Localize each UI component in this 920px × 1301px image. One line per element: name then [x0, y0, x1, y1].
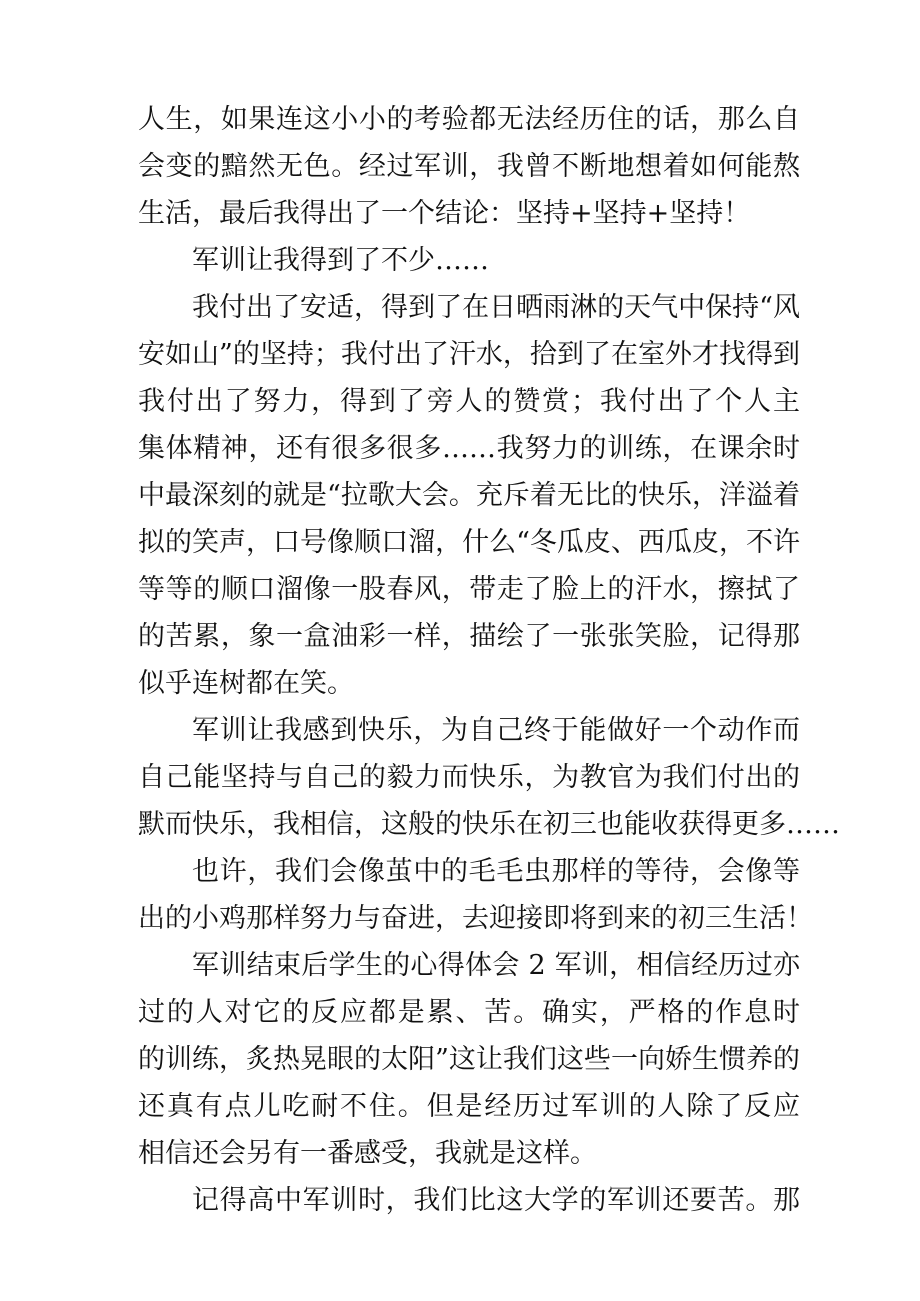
text-line: 中最深刻的就是“拉歌大会。充斥着无比的快乐，洋溢着 [138, 480, 800, 511]
text-line: 过的人对它的反应都是累、苦。确实，严格的作息时 [138, 997, 800, 1028]
text-line: 安如山”的坚持；我付出了汗水，拾到了在室外才找得到 [138, 339, 800, 370]
text-line: 集体精神，还有很多很多……我努力的训练，在课余时 [138, 433, 800, 464]
document-body [138, 96, 840, 1224]
paragraph [138, 1177, 800, 1224]
text-line: 出的小鸡那样努力与奋进，去迎接即将到来的初三生活！ [138, 903, 813, 934]
text-line: 记得高中军训时，我们比这大学的军训还要苦。那 [192, 1185, 800, 1216]
text-line: 会变的黯然无色。经过军训，我曾不断地想着如何能熬 [138, 151, 800, 182]
text-line: 的训练，炙热晃眼的太阳”这让我们这些一向娇生惯养的 [138, 1044, 800, 1075]
text-line: 拟的笑声，口号像顺口溜，什么“冬瓜皮、西瓜皮，不许 [138, 527, 800, 558]
text-line: 军训结束后学生的心得体会 2 军训，相信经历过亦 [192, 950, 800, 981]
text-line: 人生，如果连这小小的考验都无法经历住的话，那么自 [138, 104, 800, 135]
text-line: 的苦累，象一盒油彩一样，描绘了一张张笑脸，记得那 [138, 621, 800, 652]
text-line: 军训让我感到快乐，为自己终于能做好一个动作而 [192, 715, 800, 746]
paragraph [138, 707, 840, 848]
text-line: 军训让我得到了不少…… [192, 245, 489, 276]
text-line: 似乎连树都在笑。 [138, 668, 354, 699]
text-line: 我付出了努力，得到了旁人的赞赏；我付出了个人主 [138, 386, 800, 417]
text-line: 自己能坚持与自己的毅力而快乐，为教官为我们付出的 [138, 762, 800, 793]
paragraph [138, 942, 800, 1177]
text-line: 我付出了安适，得到了在日晒雨淋的天气中保持“风 [192, 292, 800, 323]
text-line: 也许，我们会像茧中的毛毛虫那样的等待，会像等 [192, 856, 800, 887]
text-line: 还真有点儿吃耐不住。但是经历过军训的人除了反应 [138, 1091, 800, 1122]
paragraph [138, 284, 800, 707]
paragraph [138, 848, 813, 942]
text-line: 等等的顺口溜像一股春风，带走了脸上的汗水，擦拭了 [138, 574, 800, 605]
text-line: 生活，最后我得出了一个结论：坚持+坚持+坚持！ [138, 198, 751, 229]
paragraph [138, 96, 800, 237]
text-line: 默而快乐，我相信，这般的快乐在初三也能收获得更多…… [138, 809, 840, 840]
paragraph [138, 237, 800, 284]
text-line: 相信还会另有一番感受，我就是这样。 [138, 1138, 597, 1169]
